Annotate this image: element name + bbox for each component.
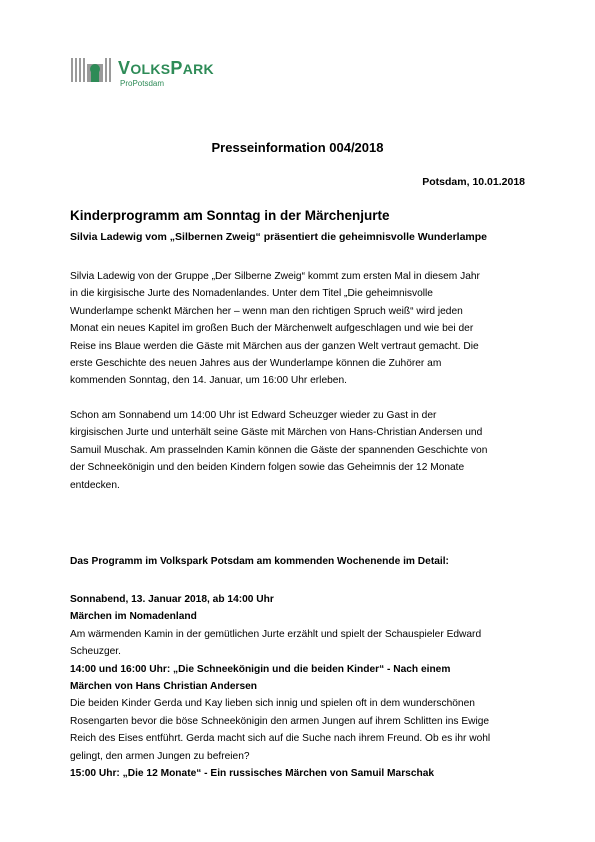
text-line: Silvia Ladewig von der Gruppe „Der Silberne Zweig“ kommt zum ersten Mal in diesem Jahr	[70, 271, 480, 282]
text-line: der Schneekönigin und den beiden Kindern folgen sowie das Geheimnis der 12 Monate	[70, 462, 465, 474]
logo-brand-text: VOLKSPARK	[118, 58, 214, 78]
press-release-title: Presseinformation 004/2018	[211, 140, 384, 155]
text-line: Wunderlampe schenkt Märchen her – wenn man den richtigen Spruch weiß“ wird jeden	[70, 305, 463, 317]
volkspark-gate-icon	[70, 54, 112, 84]
logo-sub-text: ProPotsdam	[120, 79, 165, 88]
program-location: Märchen im Nomadenland	[70, 611, 197, 623]
text-line: Monat ein neues Kapitel im großen Buch der Märchenwelt aufgeschlagen und wie bei der	[70, 323, 474, 335]
program-detail-heading: Das Programm im Volkspark Potsdam am kommenden Wochenende im Detail:	[70, 556, 449, 567]
text-line: Scheuzger.	[70, 646, 121, 658]
text-line: entdecken.	[70, 479, 120, 491]
program-item-title: Märchen von Hans Christian Andersen	[70, 681, 258, 693]
program-item-title: 14:00 und 16:00 Uhr: „Die Schneekönigin und die beiden Kinder“ - Nach einem	[70, 663, 451, 675]
text-line: Die beiden Kinder Gerda und Kay lieben sich innig und spielen oft in dem wunderschönen	[70, 698, 475, 710]
text-line: kirgisischen Jurte und unterhält seine Gäste mit Märchen von Hans-Christian Andersen und	[70, 427, 483, 439]
release-date: Potsdam, 10.01.2018	[422, 176, 525, 188]
text-line: gelingt, den armen Jungen zu befreien?	[70, 750, 250, 762]
text-line: Samuil Muschak. Am prasselnden Kamin können die Gäste der spannenden Geschichte von	[70, 444, 488, 456]
program-day: Sonnabend, 13. Januar 2018, ab 14:00 Uhr	[70, 594, 274, 605]
volkspark-logo	[70, 54, 260, 88]
program-item-title: 15:00 Uhr: „Die 12 Monate“ - Ein russisches Märchen von Samuil Marschak	[70, 768, 435, 780]
text-line: Reise ins Blaue werden die Gäste mit Märchen aus der ganzen Welt vertraut gemacht. Die	[70, 340, 479, 352]
text-line: in die kirgisische Jurte des Nomadenlandes. Unter dem Titel „Die geheimnisvolle	[70, 288, 433, 300]
subheadline: Silvia Ladewig vom „Silbernen Zweig“ präsentiert die geheimnisvolle Wunderlampe	[70, 231, 487, 243]
program-detail	[70, 591, 532, 782]
text-line: Am wärmenden Kamin in der gemütlichen Jurte erzählt und spielt der Schauspieler Edward	[70, 628, 482, 640]
text-line: erste Geschichte des neuen Jahres aus der Wunderlampe können die Zuhörer am	[70, 358, 442, 370]
paragraph-saturday	[70, 407, 532, 494]
text-line: Rosengarten bevor die böse Schneekönigin den armen Jungen auf ihrem Schlitten ins Ewige	[70, 715, 490, 727]
text-line: Reich des Eises entführt. Gerda macht sich auf die Suche nach ihrem Freund. Ob es ihr wohl	[70, 733, 491, 745]
headline: Kinderprogramm am Sonntag in der Märchenjurte	[70, 208, 390, 223]
text-line: kommenden Sonntag, den 14. Januar, um 16:00 Uhr erleben.	[70, 375, 347, 387]
paragraph-intro	[70, 268, 532, 390]
text-line: Schon am Sonnabend um 14:00 Uhr ist Edward Scheuzger wieder zu Gast in der	[70, 410, 437, 421]
